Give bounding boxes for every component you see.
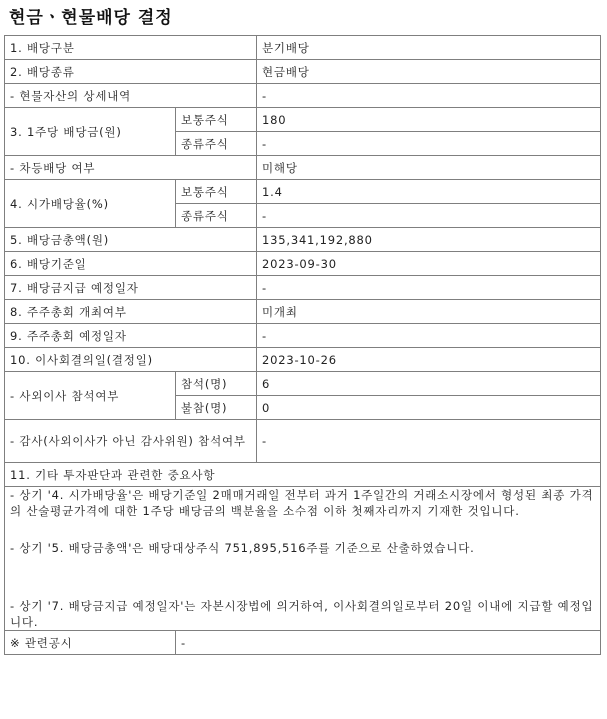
note-3: - 상기 '7. 배당금지급 예정일자'는 자본시장법에 의거하여, 이사회결의일로부터 20일 이내에 지급할 예정입니다. (10, 599, 594, 629)
row-label: 11. 기타 투자판단과 관련한 중요사항 (5, 463, 601, 487)
related-value: - (176, 631, 601, 655)
row-value: - (257, 324, 601, 348)
row-value: - (257, 84, 601, 108)
row-value: 2023-10-26 (257, 348, 601, 372)
table-row (5, 324, 601, 348)
table-row (5, 420, 601, 463)
row-sublabel: 참석(명) (176, 372, 257, 396)
row-sublabel: 종류주식 (176, 204, 257, 228)
table-row (5, 84, 601, 108)
table-row (5, 348, 601, 372)
row-label: 6. 배당기준일 (5, 252, 257, 276)
row-value: - (257, 276, 601, 300)
row-sublabel: 종류주식 (176, 132, 257, 156)
row-label: 2. 배당종류 (5, 60, 257, 84)
row-label: - 사외이사 참석여부 (5, 372, 176, 420)
table-row (5, 180, 601, 204)
row-label: - 감사(사외이사가 아닌 감사위원) 참석여부 (5, 420, 257, 463)
row-value: - (257, 132, 601, 156)
notes-cell (5, 487, 601, 631)
row-value: 분기배당 (257, 36, 601, 60)
table-row (5, 108, 601, 132)
row-value: 6 (257, 372, 601, 396)
row-value: 135,341,192,880 (257, 228, 601, 252)
row-value: 현금배당 (257, 60, 601, 84)
row-value: - (257, 204, 601, 228)
row-label: 8. 주주총회 개최여부 (5, 300, 257, 324)
note-1: - 상기 '4. 시가배당율'은 배당기준일 2매매거래일 전부터 과거 1주일간의 거래소시장에서 형성된 최종 가격의 산술평균가격에 대한 1주당 배당금의 백분율을 소수점 이하 첫째자리까지 기재한 것입니다. (10, 488, 594, 518)
row-label: 4. 시가배당율(%) (5, 180, 176, 228)
table-row (5, 252, 601, 276)
row-label: 1. 배당구분 (5, 36, 257, 60)
notes-row (5, 487, 601, 631)
row-sublabel: 불참(명) (176, 396, 257, 420)
row-value: 1.4 (257, 180, 601, 204)
table-row (5, 228, 601, 252)
row-label: 3. 1주당 배당금(원) (5, 108, 176, 156)
row-label: 7. 배당금지급 예정일자 (5, 276, 257, 300)
table-row (5, 300, 601, 324)
row-label: 10. 이사회결의일(결정일) (5, 348, 257, 372)
row-sublabel: 보통주식 (176, 180, 257, 204)
table-row (5, 36, 601, 60)
row-value: 미해당 (257, 156, 601, 180)
row-value: 180 (257, 108, 601, 132)
page-title: 현금ㆍ현물배당 결정 (9, 8, 173, 28)
dividend-table (4, 35, 601, 655)
row-label: - 차등배당 여부 (5, 156, 257, 180)
table-row (5, 276, 601, 300)
row-label: - 현물자산의 상세내역 (5, 84, 257, 108)
row-sublabel: 보통주식 (176, 108, 257, 132)
table-row (5, 631, 601, 655)
table-row (5, 372, 601, 396)
row-value: - (257, 420, 601, 463)
row-label: 5. 배당금총액(원) (5, 228, 257, 252)
table-row (5, 156, 601, 180)
table-row (5, 463, 601, 487)
table-row (5, 60, 601, 84)
row-value: 0 (257, 396, 601, 420)
row-value: 2023-09-30 (257, 252, 601, 276)
note-2: - 상기 '5. 배당금총액'은 배당대상주식 751,895,516주를 기준으로 산출하였습니다. (10, 541, 475, 555)
row-label: 9. 주주총회 예정일자 (5, 324, 257, 348)
row-value: 미개최 (257, 300, 601, 324)
related-label: ※ 관련공시 (5, 631, 176, 655)
